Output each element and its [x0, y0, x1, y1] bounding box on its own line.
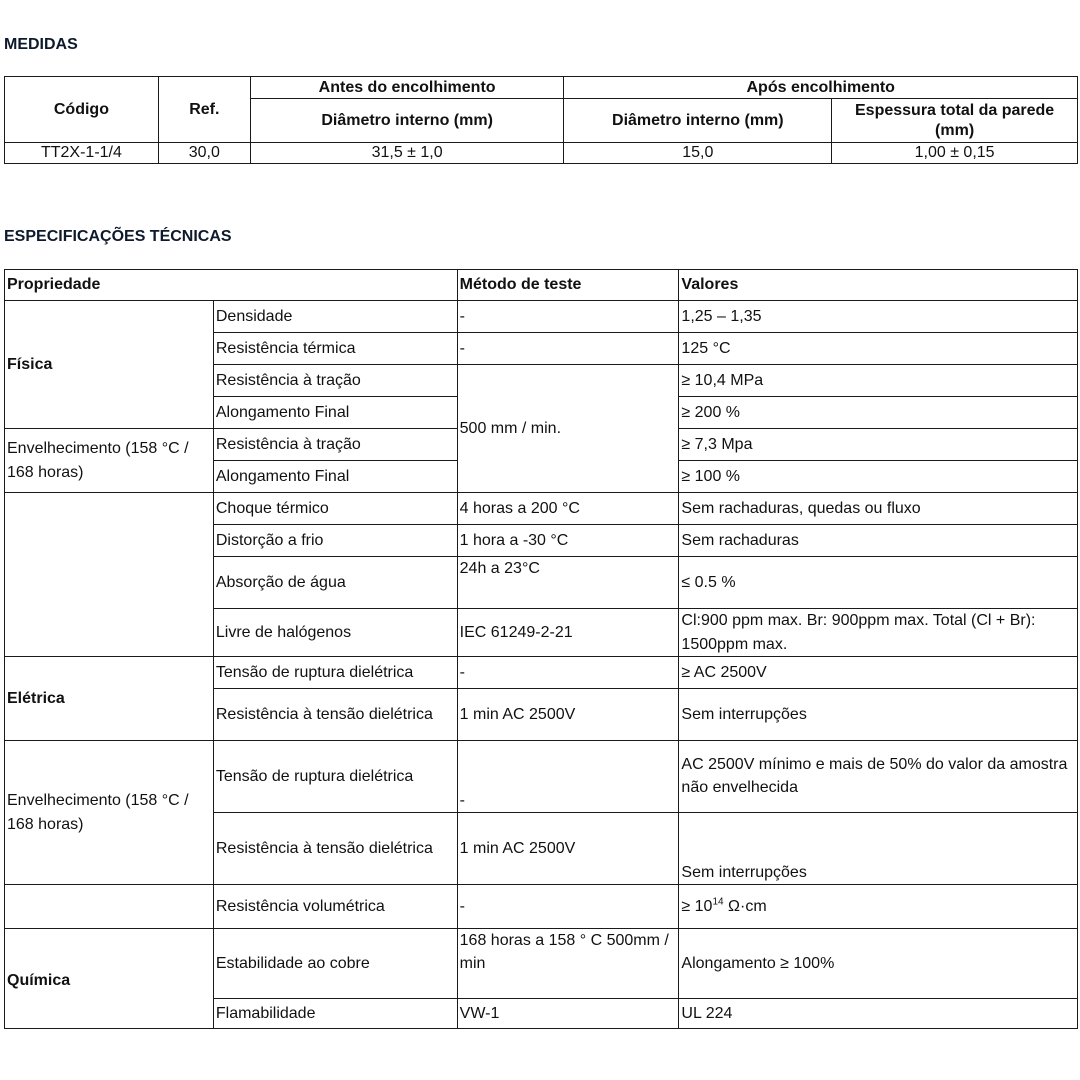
cell-metodo: IEC 61249-2-21	[457, 609, 679, 657]
cell-prop: Flamabilidade	[213, 999, 457, 1029]
cell-metodo: -	[457, 885, 679, 929]
specs-heading: ESPECIFICAÇÕES TÉCNICAS	[4, 228, 232, 245]
cell-valor: UL 224	[679, 999, 1078, 1029]
group-envelhecimento: Envelhecimento (158 °C / 168 horas)	[5, 741, 214, 885]
col-header-codigo: Código	[5, 77, 159, 143]
cell-codigo: TT2X-1-1/4	[5, 143, 159, 164]
cell-valor: Sem rachaduras, quedas ou fluxo	[679, 493, 1078, 525]
group-fisica: Física	[5, 301, 214, 429]
cell-prop: Resistência à tração	[213, 365, 457, 397]
cell-diametro-antes: 31,5 ± 1,0	[250, 143, 564, 164]
cell-valor: Sem rachaduras	[679, 525, 1078, 557]
cell-prop: Absorção de água	[213, 557, 457, 609]
cell-prop: Tensão de ruptura dielétrica	[213, 657, 457, 689]
col-header-ref: Ref.	[158, 77, 250, 143]
cell-valor: Sem interrupções	[679, 813, 1078, 885]
value-exponent: 14	[712, 896, 724, 908]
cell-prop: Choque térmico	[213, 493, 457, 525]
cell-valor: Sem interrupções	[679, 689, 1078, 741]
group-envelhecimento: Envelhecimento (158 °C / 168 horas)	[5, 429, 214, 493]
cell-metodo: -	[457, 301, 679, 333]
cell-metodo: -	[457, 741, 679, 813]
value-suffix: Ω·cm	[723, 897, 767, 915]
cell-prop: Tensão de ruptura dielétrica	[213, 741, 457, 813]
col-header-valores: Valores	[679, 270, 1078, 301]
col-header-diametro-apos: Diâmetro interno (mm)	[564, 99, 832, 143]
cell-metodo: 1 min AC 2500V	[457, 689, 679, 741]
cell-espessura: 1,00 ± 0,15	[832, 143, 1078, 164]
table-row	[5, 143, 1078, 164]
cell-valor: 1,25 – 1,35	[679, 301, 1078, 333]
cell-valor: 125 °C	[679, 333, 1078, 365]
cell-valor: ≥ 200 %	[679, 397, 1078, 429]
cell-prop: Resistência térmica	[213, 333, 457, 365]
cell-metodo: 1 min AC 2500V	[457, 813, 679, 885]
col-header-diametro-antes: Diâmetro interno (mm)	[250, 99, 564, 143]
value-prefix: ≥ 10	[681, 897, 713, 915]
cell-metodo: VW-1	[457, 999, 679, 1029]
group-quimica: Química	[5, 929, 214, 1029]
table-row	[5, 885, 1078, 929]
cell-metodo: 500 mm / min.	[457, 365, 679, 493]
cell-metodo: 1 hora a -30 °C	[457, 525, 679, 557]
col-header-antes: Antes do encolhimento	[250, 77, 564, 99]
table-row	[5, 929, 1078, 999]
cell-valor: ≥ 100 %	[679, 461, 1078, 493]
cell-prop: Resistência à tensão dielétrica	[213, 689, 457, 741]
cell-prop: Resistência à tração	[213, 429, 457, 461]
cell-metodo: 4 horas a 200 °C	[457, 493, 679, 525]
cell-diametro-apos: 15,0	[564, 143, 832, 164]
medidas-table	[4, 76, 1078, 164]
cell-ref: 30,0	[158, 143, 250, 164]
table-row	[5, 741, 1078, 813]
table-row	[5, 493, 1078, 525]
specs-header-row	[5, 270, 1078, 301]
table-row	[5, 657, 1078, 689]
cell-metodo: 24h a 23°C	[457, 557, 679, 609]
cell-prop: Resistência à tensão dielétrica	[213, 813, 457, 885]
cell-valor: ≤ 0.5 %	[679, 557, 1078, 609]
cell-valor: ≥ 10,4 MPa	[679, 365, 1078, 397]
cell-valor	[679, 885, 1078, 929]
cell-prop: Densidade	[213, 301, 457, 333]
cell-valor: ≥ AC 2500V	[679, 657, 1078, 689]
cell-metodo: -	[457, 333, 679, 365]
col-header-espessura: Espessura total da parede (mm)	[832, 99, 1078, 143]
cell-valor: Alongamento ≥ 100%	[679, 929, 1078, 999]
col-header-apos: Após encolhimento	[564, 77, 1078, 99]
col-header-metodo: Método de teste	[457, 270, 679, 301]
cell-metodo: 168 horas a 158 ° C 500mm / min	[457, 929, 679, 999]
group-empty	[5, 493, 214, 657]
cell-prop: Resistência volumétrica	[213, 885, 457, 929]
col-header-propriedade: Propriedade	[5, 270, 458, 301]
cell-valor: Cl:900 ppm max. Br: 900ppm max. Total (Cl + Br): 1500ppm max.	[679, 609, 1078, 657]
cell-prop: Estabilidade ao cobre	[213, 929, 457, 999]
cell-prop: Alongamento Final	[213, 397, 457, 429]
group-empty	[5, 885, 214, 929]
cell-metodo: -	[457, 657, 679, 689]
cell-prop: Alongamento Final	[213, 461, 457, 493]
cell-valor: ≥ 7,3 Mpa	[679, 429, 1078, 461]
cell-prop: Livre de halógenos	[213, 609, 457, 657]
table-row	[5, 301, 1078, 333]
group-eletrica: Elétrica	[5, 657, 214, 741]
cell-prop: Distorção a frio	[213, 525, 457, 557]
cell-valor: AC 2500V mínimo e mais de 50% do valor da amostra não envelhecida	[679, 741, 1078, 813]
specs-table	[4, 269, 1078, 1029]
medidas-heading: MEDIDAS	[4, 36, 78, 53]
